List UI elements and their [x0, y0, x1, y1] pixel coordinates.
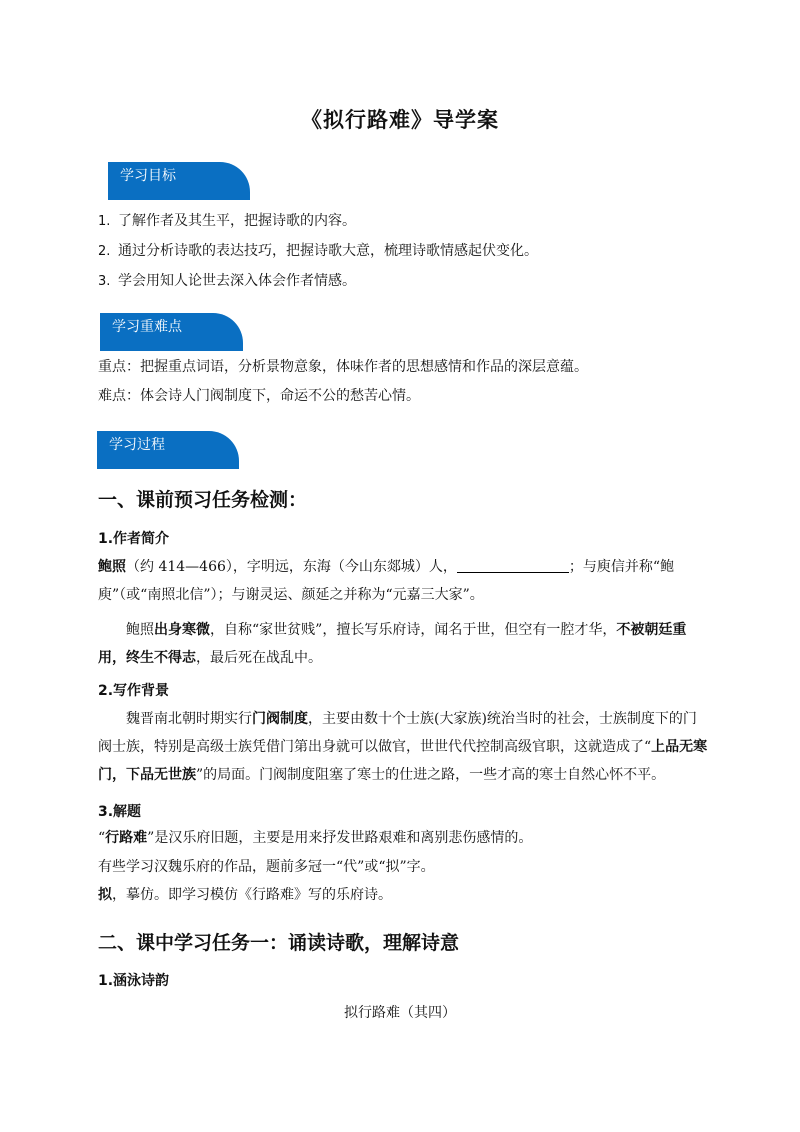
important-point: 重点：把握重点词语，分析景物意象，体味作者的思想感情和作品的深层意蕴。 [98, 359, 588, 375]
goal-item-2: 2. 通过分析诗歌的表达技巧，把握诗歌大意，梳理诗歌情感起伏变化。 [98, 243, 538, 259]
key-points-tag-label: 学习重难点 [112, 319, 182, 335]
author-heading: 1.作者简介 [98, 531, 170, 547]
section1-heading: 一、课前预习任务检测： [98, 489, 308, 511]
goal-item-1: 1. 了解作者及其生平，把握诗歌的内容。 [98, 213, 356, 229]
background-paragraph: 魏晋南北朝时期实行门阀制度，主要由数十个士族(大家族)统治当时的社会，士族制度下的门阀士族，特别是高级士族凭借门第出身就可以做官，世世代代控制高级官职，这就造成了“上品无寒门，下品无世族”的局面。门阀制度阻塞了寒士的仕进之路，一些才高的寒士自然心怀不平。 [98, 711, 708, 783]
explain-heading: 3.解题 [98, 804, 142, 820]
author-paragraph-1: 鲍照（约 414—466），字明远，东海（今山东郯城）人， ；与庾信并称“鲍庾”（或“南照北信”）；与谢灵运、颜延之并称为“元嘉三大家”。 [98, 559, 675, 603]
process-tag-label: 学习过程 [109, 437, 165, 453]
explain-line-2: 有些学习汉魏乐府的作品，题前多冠一“代”或“拟”字。 [98, 859, 435, 875]
key-points-tag [100, 313, 243, 351]
goal-item-3: 3. 学会用知人论世去深入体会作者情感。 [98, 273, 356, 289]
fill-in-blank[interactable] [457, 558, 569, 573]
page-title: 《拟行路难》导学案 [301, 108, 499, 132]
section2-heading: 二、课中学习任务一：诵读诗歌，理解诗意 [98, 932, 460, 954]
background-heading: 2.写作背景 [98, 683, 170, 699]
explain-line-1: “行路难”是汉乐府旧题，主要是用来抒发世路艰难和离别悲伤感情的。 [98, 830, 533, 846]
difficult-point: 难点：体会诗人门阀制度下，命运不公的愁苦心情。 [98, 388, 420, 404]
process-tag [97, 431, 239, 469]
goals-tag [108, 162, 250, 200]
explain-line-3: 拟，摹仿。即学习模仿《行路难》写的乐府诗。 [98, 887, 392, 903]
goals-tag-label: 学习目标 [120, 168, 176, 184]
poem-title: 拟行路难（其四） [344, 1005, 456, 1021]
author-paragraph-2: 鲍照出身寒微，自称“家世贫贱”，擅长写乐府诗，闻名于世，但空有一腔才华，不被朝廷重用，终生不得志，最后死在战乱中。 [98, 622, 687, 666]
recite-heading: 1.涵泳诗韵 [98, 973, 170, 989]
